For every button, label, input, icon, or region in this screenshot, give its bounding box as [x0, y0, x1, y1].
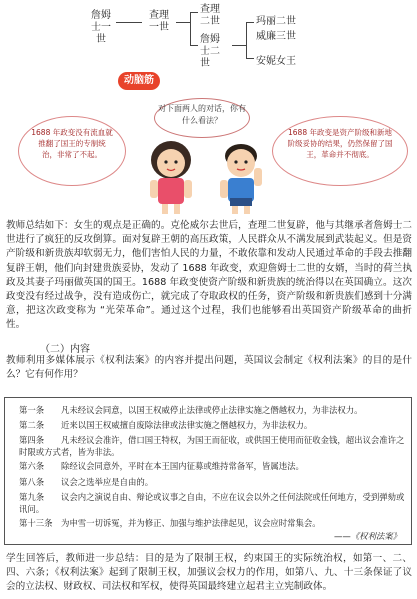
girl-illustration — [140, 138, 202, 216]
left-speech-bubble — [18, 116, 126, 186]
question-text: 对下面两人的对话，你有什么看法？ — [158, 104, 246, 125]
summary-paragraph: 教师总结如下：女生的观点是正确的。克伦威尔去世后，查理二世复辟，他与其继承者詹姆士二世进行了疯狂的反攻倒算。面对复辟王朝的高压政策，人民群众从不满发展到武装起义。但是资产阶级和新贵族却软弱无力，他们害怕人民的力量，不敢依靠和发动人民通过革命的手段去推翻复辟王朝，他们向封建贵族妥协，发动了 1688 年政变，欢迎詹姆士二世的女婿，当时的荷兰执政及其妻子玛丽做英国的国王。1688 年政变使资产阶级和新贵族的统治得以在英国确立。这次政变没有经过战争，没有造成伤亡，就完成了夺取政权的任务，资产阶级和新贵族们感到十分满意，把这次政变称为 “光荣革命”。通过这个过程，我们也能够看出英国资产阶级革命的曲折性。 — [6, 220, 412, 331]
tree-connector — [246, 22, 247, 58]
question-paragraph: 教师利用多媒体展示《权利法案》的内容并提出问题，英国议会制定《权利法案》的目的是什么？它有何作用？ — [6, 355, 412, 381]
tree-connector — [190, 45, 198, 46]
article-row: 第四条 凡未经议会准许，借口国王特权，为国王而征收，或供国王使用而征收金钱，超出议会准许之时限或方式者，皆为非法。 — [19, 435, 405, 457]
tree-james1: 詹姆士一世 — [91, 10, 111, 45]
tree-connector — [190, 12, 198, 13]
section-heading: （二）内容 — [40, 344, 90, 355]
article-row: 第九条 议会内之演说自由、辩论或议事之自由，不应在议会以外之任何法院或任何地方，受到弹劾或讯问。 — [19, 492, 405, 514]
right-speech-bubble — [272, 116, 408, 186]
tree-charles2: 查理二世 — [200, 4, 220, 27]
tree-william3: 威廉三世 — [256, 31, 296, 42]
tree-james2: 詹姆士二世 — [200, 34, 220, 69]
tree-connector — [190, 12, 191, 46]
tree-connector — [246, 58, 254, 59]
activity-badge: 动脑筋 — [118, 72, 160, 90]
tree-connector — [176, 22, 190, 23]
article-row: 第六条 除经议会同意外，平时在本王国内征募或维持常备军，皆属违法。 — [19, 461, 304, 471]
left-speech-text: 1688 年政变没有流血就推翻了国王的专制统治，非常了不起。 — [31, 128, 113, 159]
article-row: 第二条 近来以国王权威擅自废除法律或法律实施之僭越权力，为非法权力。 — [19, 420, 313, 430]
tree-connector — [232, 45, 246, 46]
article-row: 第八条 议会之选举应是自由的。 — [19, 477, 154, 487]
boy-illustration — [210, 138, 272, 216]
article-row: 第十三条 为申雪一切诉冤，并为修正、加强与维护法律起见，议会应时常集会。 — [19, 518, 321, 528]
right-speech-text: 1688 年政变是资产阶级和新地阶级妥协的结果，仍然保留了国王，革命并不彻底。 — [287, 128, 393, 159]
tree-anne: 安妮女王 — [256, 56, 296, 67]
source-citation: ——《权利法案》 — [334, 531, 401, 541]
question-bubble — [154, 98, 250, 138]
tree-connector — [246, 22, 254, 23]
bill-of-rights-box — [4, 397, 412, 545]
tree-connector — [116, 22, 142, 23]
conclusion-paragraph: 学生回答后，教师进一步总结：目的是为了限制王权，约束国王的实际统治权，如第一、二、四、六条；《权利法案》起到了限制王权，加强议会权力的作用，如第八、九、十三条保证了议会的立法权、财政权、司法权和军权，使得英国最终建立起君主立宪制政体。 — [6, 553, 412, 593]
tree-charles1: 查理一世 — [149, 10, 169, 33]
tree-mary2: 玛丽二世 — [256, 16, 296, 27]
article-row: 第一条 凡未经议会同意，以国王权威停止法律或停止法律实施之僭越权力，为非法权力。 — [19, 405, 363, 415]
